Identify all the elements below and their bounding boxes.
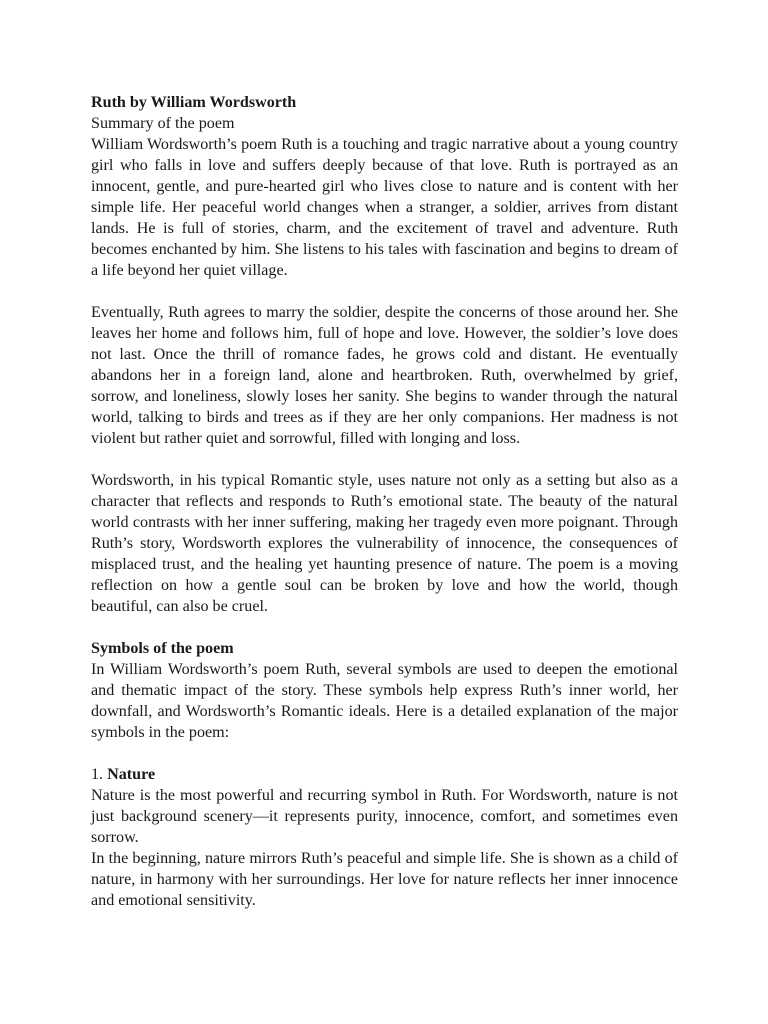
paragraph-gap — [91, 743, 678, 764]
nature-number: 1. — [91, 766, 104, 783]
symbols-heading: Symbols of the poem — [91, 640, 234, 657]
paragraph-gap — [91, 449, 678, 470]
nature-paragraph-2: In the beginning, nature mirrors Ruth’s peaceful and simple life. She is shown as a child of nature, in harmony with her surroundings. Her love for nature reflects her inner innocence and emotional sensitivity. — [91, 850, 678, 909]
paragraph-gap — [91, 281, 678, 302]
summary-heading: Summary of the poem — [91, 115, 235, 132]
nature-heading-label: Nature — [107, 766, 156, 783]
document-page — [91, 92, 678, 911]
nature-paragraph-1: Nature is the most powerful and recurring symbol in Ruth. For Wordsworth, nature is not just background scenery—it represents purity, innocence, comfort, and sometimes even sorrow. — [91, 787, 678, 846]
paragraph-gap — [91, 617, 678, 638]
symbols-intro: In William Wordsworth’s poem Ruth, several symbols are used to deepen the emotional and thematic impact of the story. These symbols help express Ruth’s inner world, her downfall, and Wordsworth’s Romantic ideals. Here is a detailed explanation of the major symbols in the poem: — [91, 661, 678, 741]
summary-paragraph-2: Eventually, Ruth agrees to marry the soldier, despite the concerns of those around her. She leaves her home and follows him, full of hope and love. However, the soldier’s love does not last. Once the thrill of romance fades, he grows cold and distant. He eventually abandons her in a foreign land, alone and heartbroken. Ruth, overwhelmed by grief, sorrow, and loneliness, slowly loses her sanity. She begins to wander through the natural world, talking to birds and trees as if they are her only companions. Her madness is not violent but rather quiet and sorrowful, filled with longing and loss. — [91, 304, 678, 447]
summary-paragraph-3: Wordsworth, in his typical Romantic style, uses nature not only as a setting but also as a character that reflects and responds to Ruth’s emotional state. The beauty of the natural world contrasts with her inner suffering, making her tragedy even more poignant. Through Ruth’s story, Wordsworth explores the vulnerability of innocence, the consequences of misplaced trust, and the healing yet haunting presence of nature. The poem is a moving reflection on how a gentle soul can be broken by love and how the world, though beautiful, can also be cruel. — [91, 472, 678, 615]
summary-paragraph-1: William Wordsworth’s poem Ruth is a touching and tragic narrative about a young country girl who falls in love and suffers deeply because of that love. Ruth is portrayed as an innocent, gentle, and pure-hearted girl who lives close to nature and is content with her simple life. Her peaceful world changes when a stranger, a soldier, arrives from distant lands. He is full of stories, charm, and the excitement of travel and adventure. Ruth becomes enchanted by him. She listens to his tales with fascination and begins to dream of a life beyond her quiet village. — [91, 136, 678, 279]
document-title: Ruth by William Wordsworth — [91, 94, 297, 111]
nature-heading — [91, 764, 678, 785]
